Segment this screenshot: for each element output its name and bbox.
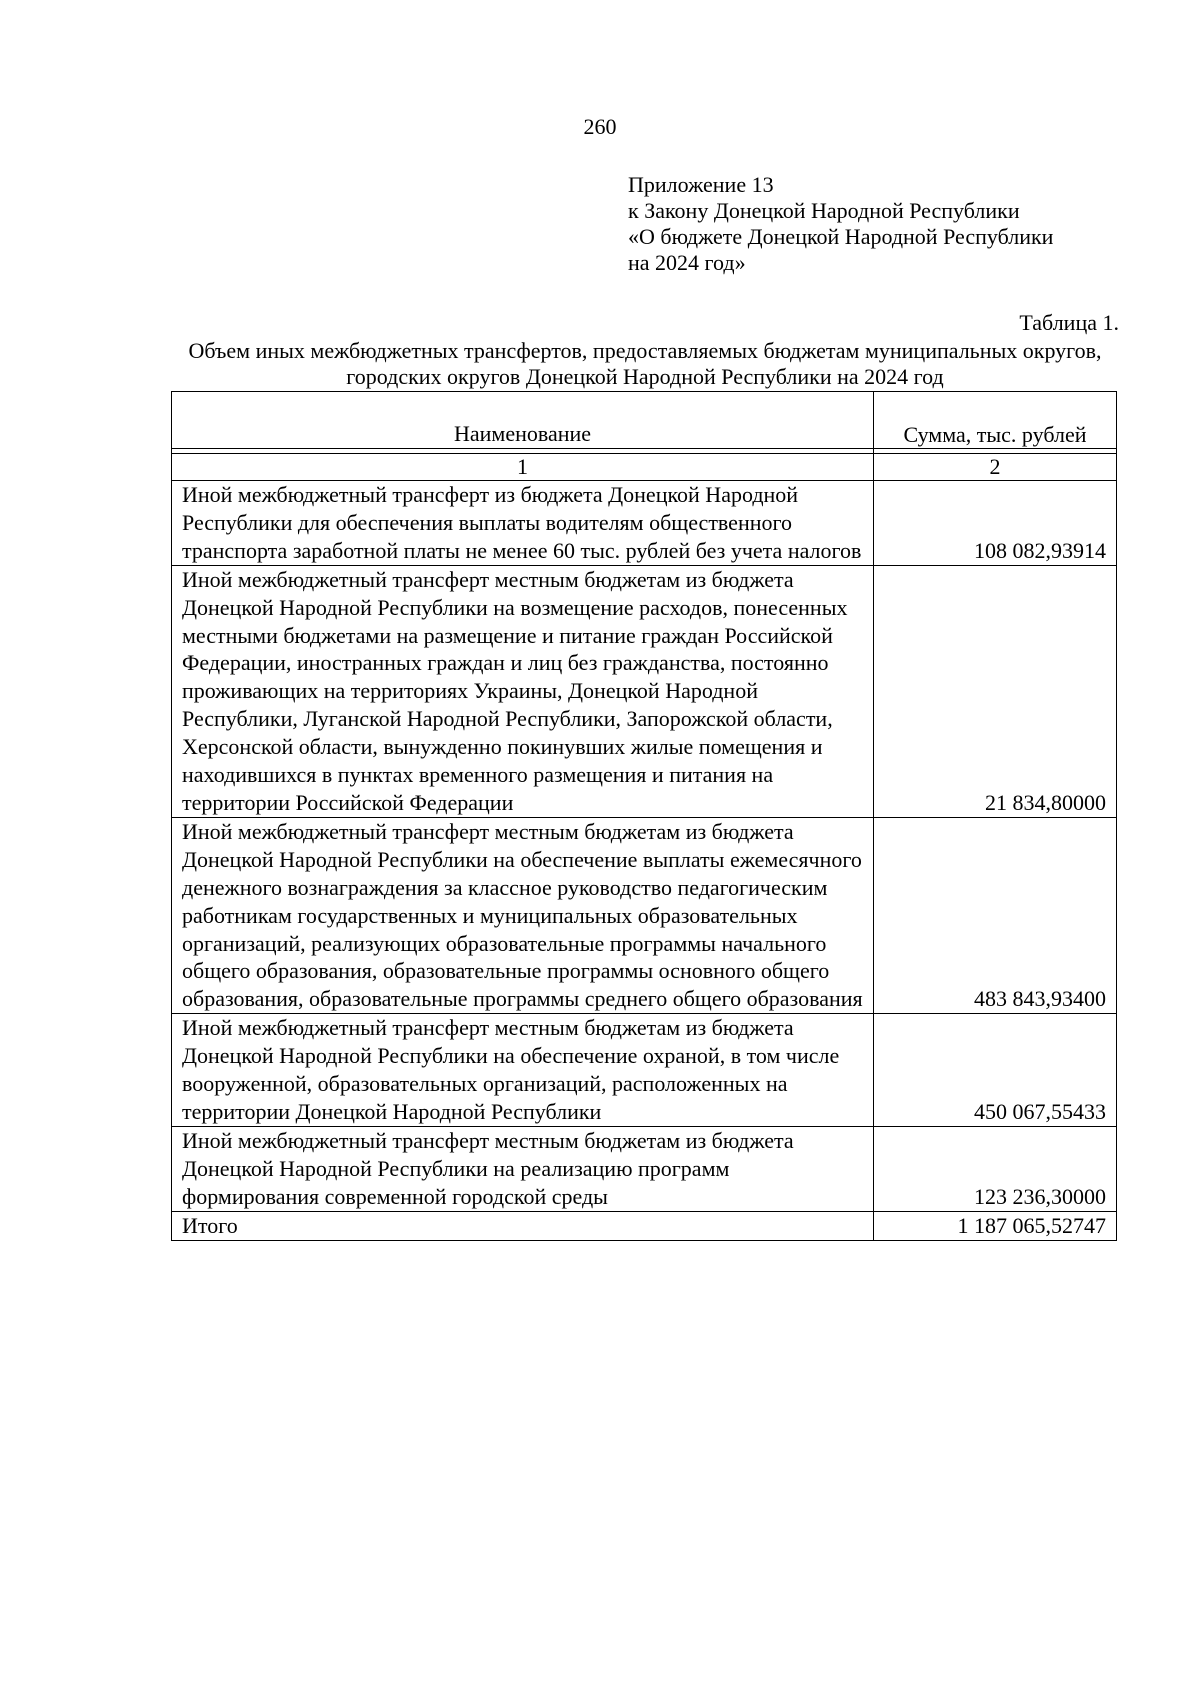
column-numbers-row [172,454,1117,481]
table-row [172,1126,1117,1211]
row-name: Иной межбюджетный трансферт местным бюджетам из бюджета Донецкой Народной Республики на обеспечение выплаты ежемесячного денежного вознаграждения за классное руководство педагогическим работникам государственных и муниципальных образовательных организаций, реализующих образовательные программы начального общего образования, образовательные программы основного общего образования, образовательные программы среднего общего образования [172,817,874,1013]
row-name: Иной межбюджетный трансферт местным бюджетам из бюджета Донецкой Народной Республики на обеспечение охраной, в том числе вооруженной, образовательных организаций, расположенных на территории Донецкой Народной Республики [172,1014,874,1127]
appendix-line-3: «О бюджете Донецкой Народной Республики [628,224,1054,249]
column-number-2: 2 [874,454,1117,481]
table-row [172,481,1117,566]
total-sum: 1 187 065,52747 [874,1211,1117,1240]
total-label: Итого [172,1211,874,1240]
appendix-line-2: к Закону Донецкой Народной Республики [628,198,1020,223]
row-sum: 483 843,93400 [874,817,1117,1013]
header-sum: Сумма, тыс. рублей [874,392,1117,449]
table-row [172,817,1117,1013]
row-sum: 123 236,30000 [874,1126,1117,1211]
page-number: 260 [583,114,617,139]
table-number: Таблица 1. [1019,310,1119,335]
appendix-line-1: Приложение 13 [628,172,774,197]
row-sum: 450 067,55433 [874,1014,1117,1127]
row-name: Иной межбюджетный трансферт местным бюджетам из бюджета Донецкой Народной Республики на возмещение расходов, понесенных местными бюджетами на размещение и питание граждан Российской Федерации, иностранных граждан и лиц без гражданства, постоянно проживающих на территориях Украины, Донецкой Народной Республики, Луганской Народной Республики, Запорожской области, Херсонской области, вынужденно покинувших жилые помещения и находившихся в пунктах временного размещения и питания на территории Российской Федерации [172,565,874,817]
table-row [172,565,1117,817]
transfers-table [171,391,1117,1241]
header-name: Наименование [172,392,874,449]
table-title: Объем иных межбюджетных трансфертов, предоставляемых бюджетам муниципальных округов, городских округов Донецкой Народной Республики на 2024 год [188,338,1102,389]
row-name: Иной межбюджетный трансферт из бюджета Донецкой Народной Республики для обеспечения выплаты водителям общественного транспорта заработной платы не менее 60 тыс. рублей без учета налогов [172,481,874,566]
table-row [172,1014,1117,1127]
total-row [172,1211,1117,1240]
row-sum: 108 082,93914 [874,481,1117,566]
row-name: Иной межбюджетный трансферт местным бюджетам из бюджета Донецкой Народной Республики на реализацию программ формирования современной городской среды [172,1126,874,1211]
appendix-header [628,172,1148,276]
column-number-1: 1 [172,454,874,481]
appendix-line-4: на 2024 год» [628,250,746,275]
table-header-row [172,392,1117,449]
row-sum: 21 834,80000 [874,565,1117,817]
